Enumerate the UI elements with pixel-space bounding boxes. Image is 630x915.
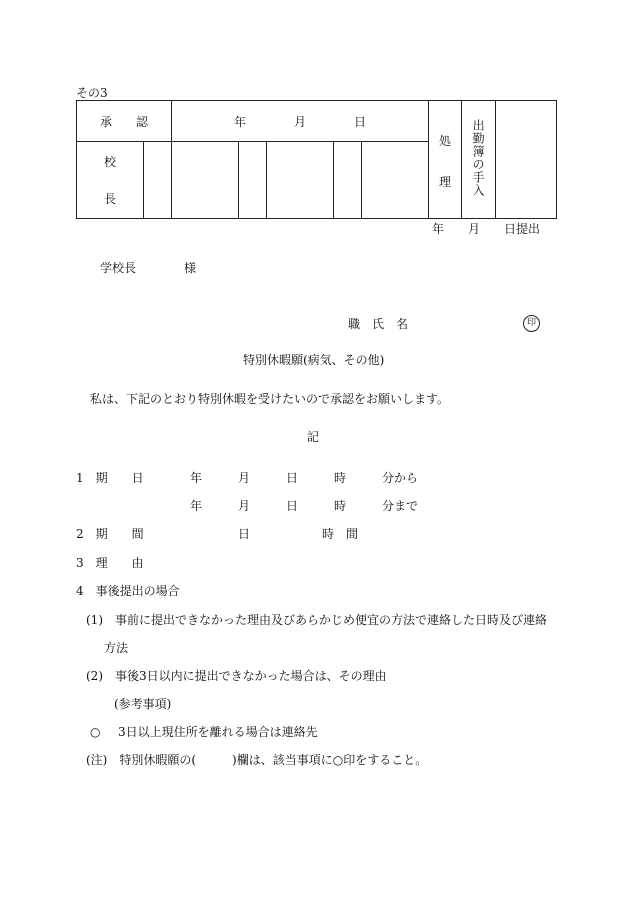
post-submission-label: 4 事後提出の場合 [76, 584, 180, 598]
reason-label: 3 理 由 [76, 556, 144, 570]
post-item-1: (1) 事前に提出できなかった理由及びあらかじめ便宜の方法で連絡した日時及び連絡 [86, 613, 548, 627]
shori-cell [429, 101, 462, 219]
addressee: 学校長 様 [100, 261, 197, 275]
period-from: 年 月 日 時 分から [190, 471, 419, 485]
approval-seal-cell[interactable] [334, 142, 362, 219]
kocho-cell [77, 142, 144, 219]
period-label: 1 期 日 [76, 471, 144, 485]
duration-label: 2 期 間 [76, 527, 144, 541]
post-item-2: (2) 事後3日以内に提出できなかった場合は、その理由 [86, 669, 387, 683]
shori-char-1: 処 [439, 133, 452, 148]
seal-mark: 印 [523, 315, 540, 332]
blank-cell [496, 101, 557, 219]
approval-table [76, 100, 557, 219]
contact-note: 3日以上現住所を離れる場合は連絡先 [118, 725, 318, 739]
approval-header: 承 認 [77, 101, 172, 142]
ki-heading: 記 [307, 430, 320, 444]
approval-seal-cell[interactable] [267, 142, 334, 219]
document-title: 特別休暇願(病気、その他) [243, 353, 385, 367]
shori-char-2: 理 [439, 174, 452, 189]
approval-seal-cell[interactable] [144, 142, 172, 219]
approval-seal-cell[interactable] [239, 142, 267, 219]
period-to: 年 月 日 時 分まで [190, 499, 419, 513]
post-item-1-cont: 方法 [104, 641, 129, 655]
approval-date-header: 年 月 日 [172, 101, 429, 142]
submission-date: 年 月 日提出 [432, 222, 541, 236]
approval-seal-cell[interactable] [362, 142, 429, 219]
doc-label: その3 [76, 86, 108, 100]
shukkinbo-label: 出勤簿の手入 [471, 119, 486, 197]
bullet-icon: ○ [90, 725, 101, 739]
kocho-char-2: 長 [103, 192, 116, 206]
staff-name-label: 職 氏 名 [348, 317, 409, 331]
shukkinbo-cell [462, 101, 496, 219]
reference-heading: (参考事項) [114, 697, 172, 711]
intro-text: 私は、下記のとおり特別休暇を受けたいので承認をお願いします。 [90, 392, 450, 406]
kocho-char-1: 校 [103, 155, 116, 169]
duration-value: 日 時 間 [238, 527, 359, 541]
footnote: (注) 特別休暇願の( )欄は、該当事項に○印をすること。 [86, 753, 428, 767]
approval-seal-cell[interactable] [172, 142, 239, 219]
